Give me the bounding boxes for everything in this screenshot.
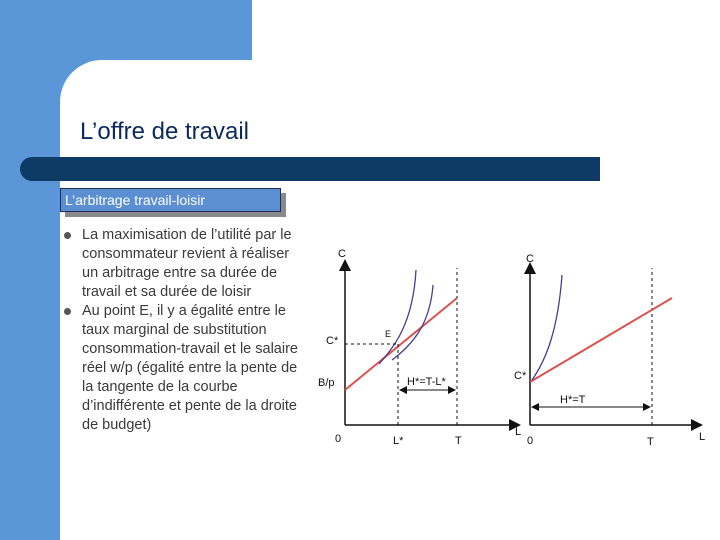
decor-left-bar xyxy=(0,60,60,540)
title-underline-bar xyxy=(20,157,600,181)
right-origin-label: 0 xyxy=(527,435,534,447)
bullet-dot-icon xyxy=(64,308,71,315)
left-x-axis-label: L xyxy=(515,426,522,438)
left-h-label: H*=T-L* xyxy=(407,376,446,388)
right-diagram xyxy=(514,253,705,448)
right-t-label: T xyxy=(647,436,654,448)
labor-leisure-diagram xyxy=(310,235,715,455)
bullet-item xyxy=(64,302,309,435)
subtitle-box: L’arbitrage travail-loisir xyxy=(60,188,281,212)
left-origin-label: 0 xyxy=(335,433,342,445)
right-y-axis-label: C xyxy=(526,253,534,265)
bullet-list xyxy=(64,226,309,435)
bullet-text: La maximisation de l’utilité par le consommateur revient à réaliser un arbitrage entre sa durée de travail et sa durée de loisir xyxy=(82,227,292,300)
bullet-text: Au point E, il y a égalité entre le taux marginal de substitution consommation-travail et le salaire réel w/p (égalité entre la pente de la tangente de la courbe d’indifférente et pente de la droite de budget) xyxy=(82,303,298,433)
slide-title: L’offre de travail xyxy=(80,118,249,145)
left-b-over-p-label: B/p xyxy=(318,377,335,389)
left-l-star-label: L* xyxy=(393,435,404,447)
left-diagram xyxy=(318,248,521,447)
left-point-e-label: E xyxy=(385,329,392,339)
left-t-label: T xyxy=(455,435,462,447)
left-c-star-label: C* xyxy=(326,335,339,347)
left-indifference-curve-1 xyxy=(379,270,416,364)
bullet-dot-icon xyxy=(64,232,71,239)
right-x-axis-label: L xyxy=(699,431,706,443)
right-c-star-label: C* xyxy=(514,370,527,382)
bullet-item xyxy=(64,226,309,302)
right-indifference-curve xyxy=(532,275,562,380)
left-y-axis-label: C xyxy=(338,248,346,260)
right-h-label: H*=T xyxy=(560,394,586,406)
